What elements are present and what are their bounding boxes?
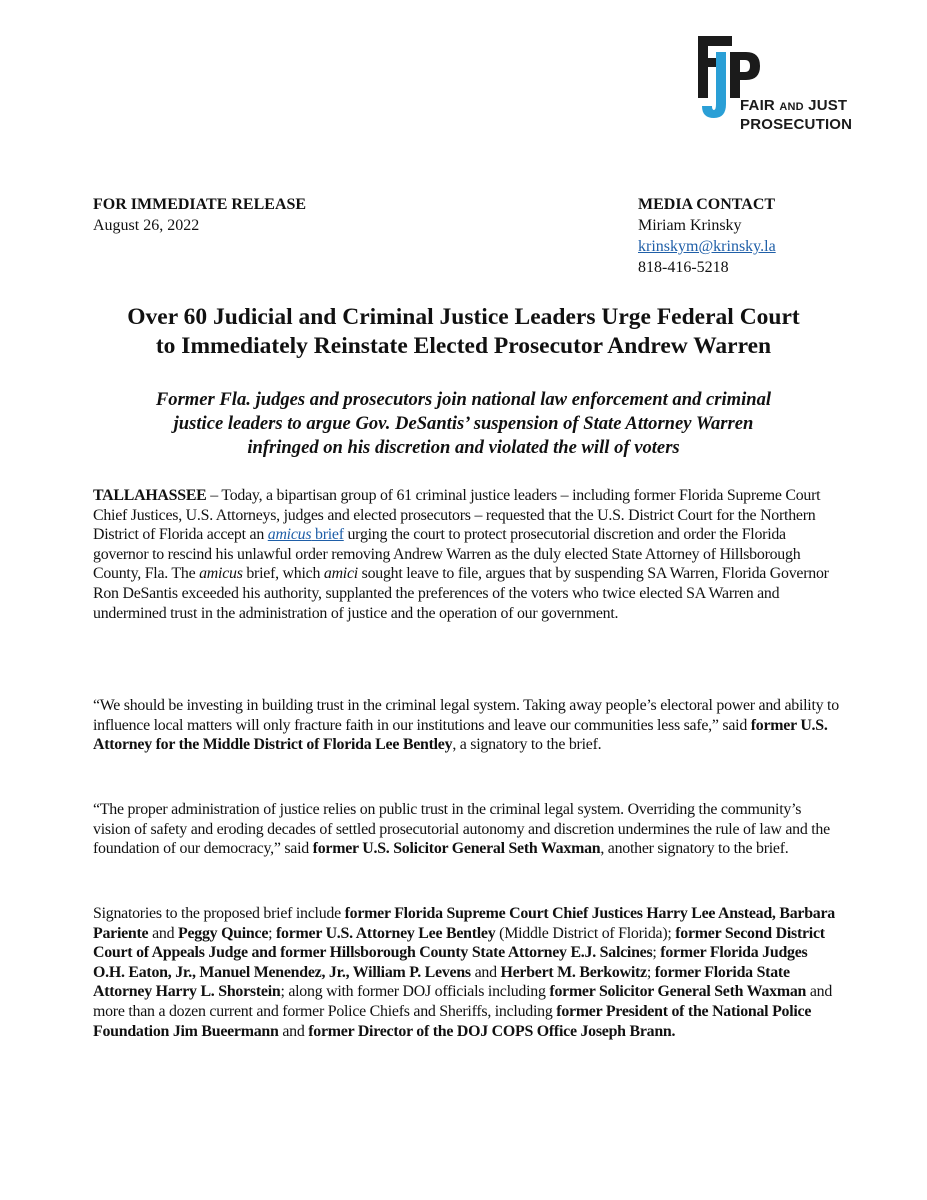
p1-text-2: urging the court to protect prosecutorial discretion and order the Florida governor to rescind his unlawful order removing Andrew Warren as the duly elected State Attorney of Hillsborough County, Fla. The [93, 526, 801, 583]
headline-line-2: to Immediately Reinstate Elected Prosecutor Andrew Warren [155, 333, 772, 359]
logo-word-and: AND [779, 101, 804, 113]
p4-text-4: (Middle District of Florida); [495, 924, 676, 942]
release-date: August 26, 2022 [93, 217, 200, 234]
logo-word-just: JUST [808, 97, 848, 114]
headline [60, 303, 867, 361]
p4-text-9: and more than a dozen current and former Police Chiefs and Sheriffs, including [93, 983, 833, 1020]
p4-bold-10: former Director of the DOJ COPS Office Joseph Brann. [308, 1022, 676, 1040]
body-paragraph-3-quote-waxman [93, 800, 841, 859]
p4-bold-8: former Solicitor General Seth Waxman [549, 983, 807, 1001]
fjp-logo [694, 34, 874, 140]
subheadline-line-3: infringed on his discretion and violated the will of voters [247, 437, 680, 458]
p4-bold-7: former Florida State Attorney Harry L. Shorstein [93, 963, 790, 1001]
subheadline-line-2: justice leaders to argue Gov. DeSantis’ suspension of State Attorney Warren [173, 413, 754, 434]
p4-bold-4: former Second District Court of Appeals Judge and former Hillsborough County State Attorney E.J. Salcines [93, 924, 825, 962]
media-contact-label: MEDIA CONTACT [638, 196, 776, 213]
p1-text-4: sought leave to file, argues that by suspending SA Warren, Florida Governor Ron DeSantis exceeded his authority, supplanted the preferences of the voters who twice elected SA Warren and undermined trust in the administration of justice and the operation of our government. [93, 565, 829, 622]
media-contact-email-link[interactable]: krinskym@krinsky.la [638, 238, 776, 255]
release-block [93, 194, 306, 236]
p3-bold-waxman: former U.S. Solicitor General Seth Waxman [312, 840, 601, 858]
headline-line-1: Over 60 Judicial and Criminal Justice Leaders Urge Federal Court [127, 304, 800, 330]
amicus-brief-link-text: brief [311, 526, 344, 544]
logo-word-prosecution: PROSECUTION [740, 116, 853, 133]
amicus-brief-link[interactable] [268, 526, 344, 543]
p4-bold-2: Peggy Quince [178, 924, 269, 942]
p3-text-2: , another signatory to the brief. [600, 840, 789, 858]
p4-bold-6: Herbert M. Berkowitz [500, 963, 647, 981]
media-contact-phone: 818-416-5218 [638, 259, 729, 276]
p4-text-1: Signatories to the proposed brief include [93, 905, 345, 922]
p4-text-3: ; [268, 924, 277, 942]
body-paragraph-4-signatories [93, 904, 841, 1041]
release-label: FOR IMMEDIATE RELEASE [93, 196, 307, 213]
p1-italic-amicus: amicus [199, 565, 243, 583]
p1-italic-amici: amici [323, 565, 358, 583]
p4-text-7: ; [646, 963, 655, 981]
logo-word-fair: FAIR [740, 97, 775, 114]
p4-text-6: and [470, 963, 501, 981]
subheadline-line-1: Former Fla. judges and prosecutors join national law enforcement and criminal [155, 389, 772, 410]
p2-text-1: “We should be investing in building trust in the criminal legal system. Taking away people’s electoral power and ability to influence local matters will only fracture faith in our institutions and leave our communities less safe,” said [93, 697, 839, 734]
p4-text-5: ; [652, 944, 661, 962]
body-paragraph-1 [93, 486, 841, 623]
p4-bold-9: former President of the National Police Foundation Jim Bueermann [93, 1002, 812, 1040]
p4-bold-3: former U.S. Attorney Lee Bentley [276, 924, 496, 942]
subheadline [80, 388, 847, 460]
p1-text-3: brief, which [242, 565, 324, 583]
media-contact-block [638, 194, 776, 278]
p4-bold-5: former Florida Judges O.H. Eaton, Jr., Manuel Menendez, Jr., William P. Levens [93, 944, 808, 981]
amicus-brief-link-italic: amicus [267, 526, 312, 544]
dateline: TALLAHASSEE [93, 487, 207, 504]
body-paragraph-2-quote-bentley [93, 696, 841, 755]
p4-text-8: ; along with former DOJ officials including [280, 983, 550, 1001]
p1-text-1: – Today, a bipartisan group of 61 criminal justice leaders – including former Florida Supreme Court Chief Justices, U.S. Attorneys, judges and elected prosecutors – requested that the U.S. District Court for the Northern District of Florida accept an [93, 487, 821, 544]
p2-bold-bentley: former U.S. Attorney for the Middle District of Florida Lee Bentley [93, 716, 828, 754]
p4-bold-1: former Florida Supreme Court Chief Justices Harry Lee Anstead, Barbara Pariente [93, 905, 835, 942]
p2-text-2: , a signatory to the brief. [452, 736, 602, 754]
p4-text-2: and [148, 924, 178, 942]
media-contact-name: Miriam Krinsky [638, 217, 742, 234]
p3-text-1: “The proper administration of justice relies on public trust in the criminal legal system. Overriding the community’s vision of safety and eroding decades of settled prosecutorial autonomy and discretion undermines the rule of law and the foundation of our democracy,” said [93, 801, 830, 858]
p4-text-10: and [278, 1022, 309, 1040]
logo-wordmark [740, 97, 852, 134]
